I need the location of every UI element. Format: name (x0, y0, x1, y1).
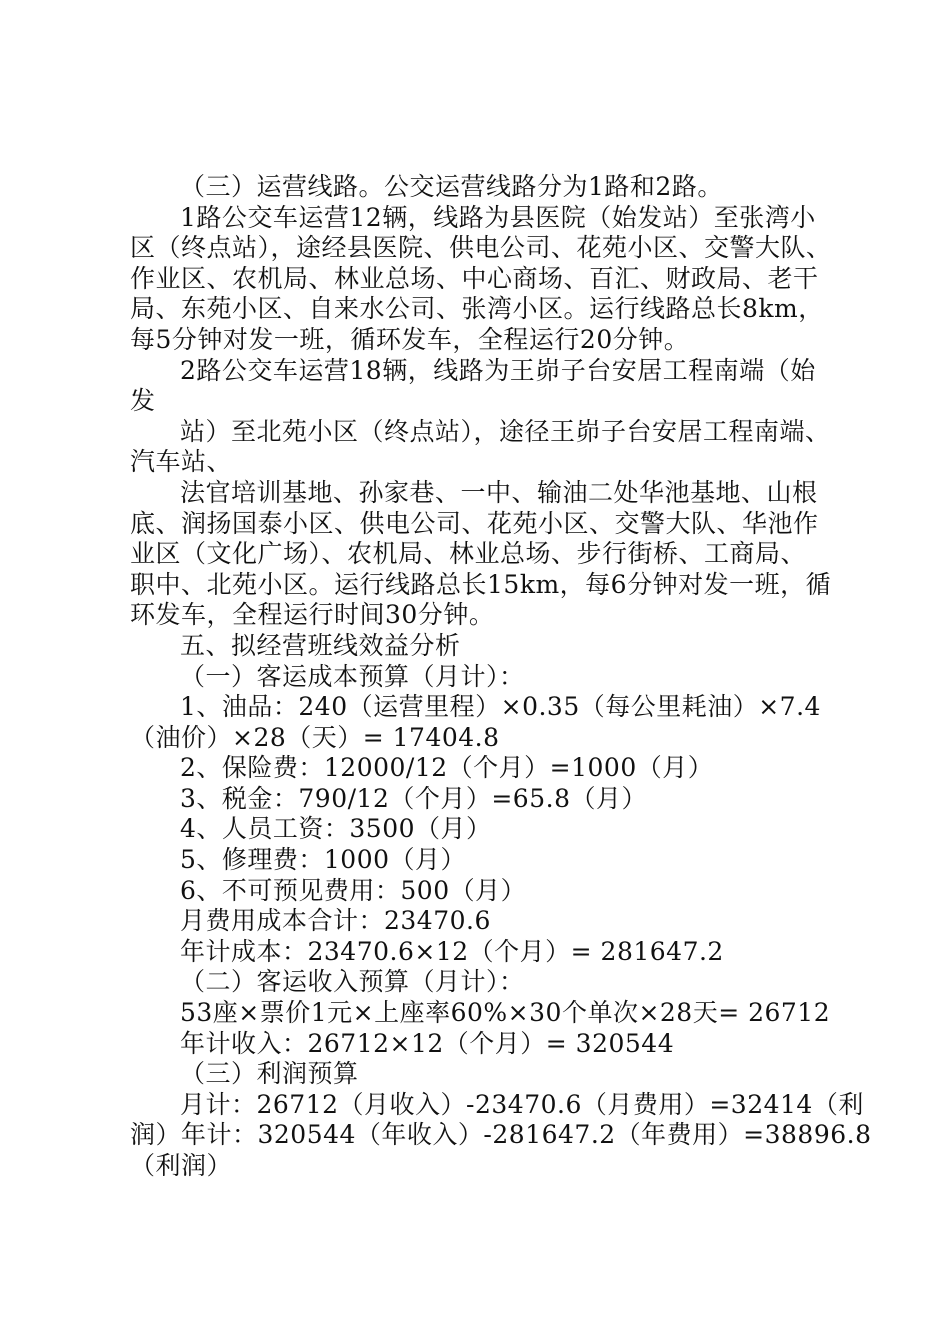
text-line: 53座×票价1元×上座率60%×30个单次×28天= 26712 (180, 998, 831, 1028)
text-line: 底、润扬国泰小区、供电公司、花苑小区、交警大队、华池作 (130, 508, 819, 538)
text-line: 每5分钟对发一班，循环发车，全程运行20分钟。 (130, 324, 690, 354)
text-line: 环发车，全程运行时间30分钟。 (130, 600, 495, 630)
text-line: 职中、北苑小区。运行线路总长15km，每6分钟对发一班，循 (130, 569, 832, 599)
text-line: 年计收入：26712×12（个月）= 320544 (180, 1028, 675, 1058)
text-line: 3、税金：790/12（个月）=65.8（月） (180, 783, 647, 813)
text-line: 月计：26712（月收入）-23470.6（月费用）=32414（利 (180, 1089, 864, 1119)
text-line: 5、修理费：1000（月） (180, 845, 467, 875)
text-line: 6、不可预见费用：500（月） (180, 875, 527, 905)
text-line: 局、东苑小区、自来水公司、张湾小区。运行线路总长8km， (130, 294, 824, 324)
text-line: 月费用成本合计：23470.6 (180, 906, 491, 936)
text-line: （利润） (130, 1151, 233, 1180)
text-line: （一）客运成本预算（月计）： (180, 661, 525, 691)
text-line: 五、拟经营班线效益分析 (180, 630, 461, 660)
text-line: （二）客运收入预算（月计）： (180, 967, 525, 997)
text-line: 1、油品：240（运营里程）×0.35（每公里耗油）×7.4 (180, 692, 821, 722)
text-line: 发 (130, 386, 156, 416)
text-line: 润）年计：320544（年收入）-281647.2（年费用）=38896.8 (130, 1120, 872, 1150)
text-line: 区（终点站），途经县医院、供电公司、花苑小区、交警大队、 (130, 233, 832, 263)
text-line: 年计成本：23470.6×12（个月）= 281647.2 (180, 936, 724, 966)
text-line: 2、保险费：12000/12（个月）=1000（月） (180, 753, 714, 783)
text-line: 汽车站、 (130, 447, 233, 477)
text-line: （三）利润预算 (180, 1059, 359, 1089)
text-line: 法官培训基地、孙家巷、一中、输油二处华池基地、山根 (180, 477, 818, 507)
text-line: （油价）×28（天）= 17404.8 (130, 722, 500, 752)
text-line: 作业区、农机局、林业总场、中心商场、百汇、财政局、老干 (130, 263, 819, 293)
text-line: 4、人员工资：3500（月） (180, 814, 492, 844)
text-line: 2路公交车运营18辆，线路为王峁子台安居工程南端（始 (180, 355, 816, 385)
document-body (130, 172, 872, 1182)
text-line: （三）运营线路。公交运营线路分为1路和2路。 (180, 172, 723, 201)
text-line: 业区（文化广场）、农机局、林业总场、步行街桥、工商局、 (130, 539, 807, 569)
text-line: 1路公交车运营12辆，线路为县医院（始发站）至张湾小 (180, 202, 816, 232)
text-line: 站）至北苑小区（终点站），途径王峁子台安居工程南端、 (180, 416, 831, 446)
